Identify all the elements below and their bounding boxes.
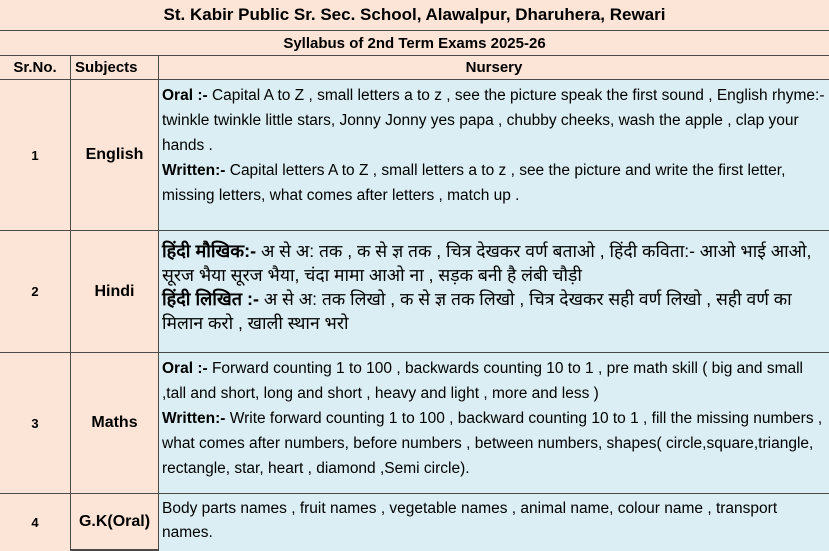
row-subject: G.K(Oral) <box>71 494 159 551</box>
written-text: अ से अ: तक लिखो , क से ज्ञ तक लिखो , चित्र देखकर सही वर्ण लिखो , सही वर्ण का मिलान करो , खाली स्थान भरो <box>162 289 792 333</box>
row-syllabus: Body parts names , fruit names , vegetable names , animal name, colour name , transport names. <box>159 494 829 551</box>
header-class: Nursery <box>465 59 523 76</box>
table-header-row <box>0 56 829 80</box>
header-subjects: Subjects <box>71 56 159 79</box>
oral-text: Forward counting 1 to 100 , backwards counting 10 to 1 , pre math skill ( big and small ,tall and short, long and short , heavy and light , more and less ) <box>162 360 803 402</box>
row-subject: English <box>71 80 159 230</box>
row-subject: Hindi <box>71 231 159 352</box>
oral-label: Oral :- <box>162 87 208 104</box>
table-row-hindi <box>0 231 829 353</box>
row-sr-no: 4 <box>0 494 71 551</box>
row-syllabus <box>159 353 829 493</box>
oral-label: Oral :- <box>162 360 208 377</box>
oral-text: Capital A to Z , small letters a to z , see the picture speak the first sound , English rhyme:- twinkle twinkle little stars, Jonny Jonny yes papa , chubby cheeks, wash the apple , clap your hands . <box>162 87 825 154</box>
written-label: हिंदी लिखित :- <box>162 289 259 309</box>
row-sr-no: 3 <box>0 353 71 493</box>
table-row-maths <box>0 353 829 494</box>
school-title: St. Kabir Public Sr. Sec. School, Alawalpur, Dharuhera, Rewari <box>0 0 829 31</box>
table-row-english <box>0 80 829 231</box>
written-text: Capital letters A to Z , small letters a to z , see the picture and write the first letter, missing letters, what comes after letters , match up . <box>162 162 786 204</box>
written-text: Write forward counting 1 to 100 , backward counting 10 to 1 , fill the missing numbers , what comes after numbers, before numbers , between numbers, shapes( circle,square,triangle, rectangle, star, heart , diamond ,Semi circle). <box>162 410 823 477</box>
row-sr-no: 1 <box>0 80 71 230</box>
oral-label: हिंदी मौखिक:- <box>162 241 257 261</box>
written-label: Written:- <box>162 410 226 427</box>
syllabus-title: Syllabus of 2nd Term Exams 2025-26 <box>0 31 829 56</box>
row-syllabus <box>159 231 829 352</box>
header-sr-no: Sr.No. <box>0 56 71 79</box>
oral-text: अ से अ: तक , क से ज्ञ तक , चित्र देखकर वर्ण बताओ , हिंदी कविता:- आओ भाई आओ, सूरज भैया सूरज भैया, चंदा मामा आओ ना , सड़क बनी है लंबी चौड़ी <box>162 241 812 285</box>
written-label: Written:- <box>162 162 226 179</box>
row-sr-no: 2 <box>0 231 71 352</box>
row-syllabus <box>159 80 829 230</box>
table-row-gk <box>0 494 829 551</box>
row-subject: Maths <box>71 353 159 493</box>
